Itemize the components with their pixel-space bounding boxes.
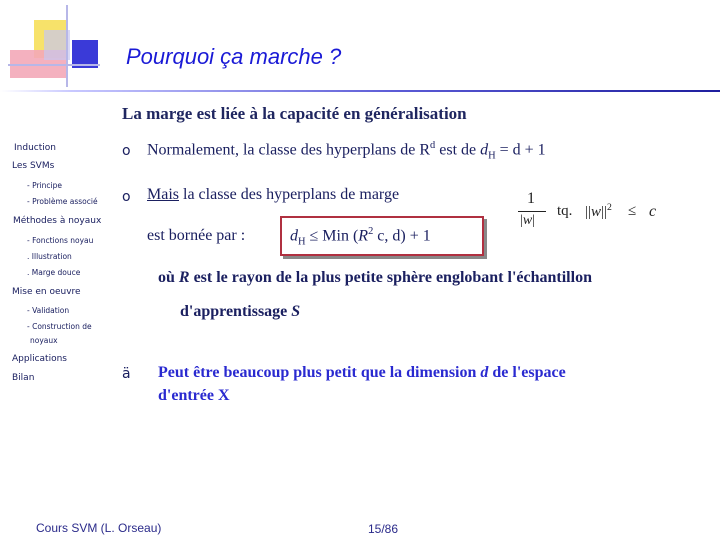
margin-formula bbox=[514, 190, 664, 236]
formula-denominator: |w| bbox=[520, 213, 535, 228]
explain-line-1: où R est le rayon de la plus petite sphère englobant l'échantillon bbox=[158, 269, 592, 286]
formula-tq: tq. bbox=[557, 203, 573, 219]
formula-fraction-bar bbox=[518, 211, 546, 212]
slide-title: Pourquoi ça marche ? bbox=[126, 44, 342, 69]
logo-line-v bbox=[66, 5, 68, 87]
page-number: 15/86 bbox=[368, 522, 399, 536]
point-marge: Mais la classe des hyperplans de marge bbox=[147, 186, 400, 203]
nav-les-svms[interactable]: Les SVMs bbox=[12, 161, 55, 171]
nav-probleme-associe[interactable]: - Problème associé bbox=[27, 197, 98, 206]
bounded-label: est bornée par : bbox=[147, 227, 246, 244]
nav-bilan[interactable]: Bilan bbox=[12, 373, 35, 383]
nav-construction-noyaux-cont[interactable]: noyaux bbox=[30, 336, 58, 345]
bullet-icon: o bbox=[122, 189, 131, 205]
point-hyperplans: Normalement, la classe des hyperplans de $R^d$ est de $d_H = d + 1$ bbox=[147, 140, 546, 162]
formula-c: c bbox=[649, 203, 657, 220]
nav-applications[interactable]: Applications bbox=[12, 354, 67, 364]
nav-induction[interactable]: Induction bbox=[14, 143, 56, 153]
bound-expression: $d_H$ ≤ Min ($R^2$ c, d) + 1 bbox=[290, 226, 431, 248]
nav-mise-en-oeuvre[interactable]: Mise en oeuvre bbox=[12, 287, 81, 297]
arrow-bullet-icon: ä bbox=[122, 366, 131, 382]
nav-methodes-noyaux[interactable]: Méthodes à noyaux bbox=[13, 216, 102, 226]
slide-subtitle: La marge est liée à la capacité en généralisation bbox=[122, 104, 467, 123]
formula-numerator: 1 bbox=[527, 190, 535, 207]
nav-illustration[interactable]: . Illustration bbox=[27, 252, 72, 261]
title-divider bbox=[0, 90, 720, 92]
explain-line-2: d'apprentissage S bbox=[180, 303, 301, 320]
formula-leq: ≤ bbox=[628, 203, 637, 219]
nav-marge-douce[interactable]: . Marge douce bbox=[27, 268, 81, 277]
bullet-icon: o bbox=[122, 143, 131, 159]
logo-line-h bbox=[8, 64, 100, 66]
nav-fonctions-noyau[interactable]: - Fonctions noyau bbox=[27, 236, 94, 245]
nav-validation[interactable]: - Validation bbox=[27, 306, 70, 315]
nav-construction-noyaux[interactable]: - Construction de bbox=[27, 322, 92, 331]
bound-box bbox=[280, 216, 484, 256]
nav-principe[interactable]: - Principe bbox=[27, 181, 62, 190]
footer-course: Cours SVM (L. Orseau) bbox=[36, 521, 162, 535]
formula-norm: $||w||^2$ bbox=[585, 202, 612, 220]
point-dimension-cont: d'entrée X bbox=[158, 387, 230, 404]
point-dimension: Peut être beaucoup plus petit que la dimension d de l'espace bbox=[158, 364, 566, 381]
